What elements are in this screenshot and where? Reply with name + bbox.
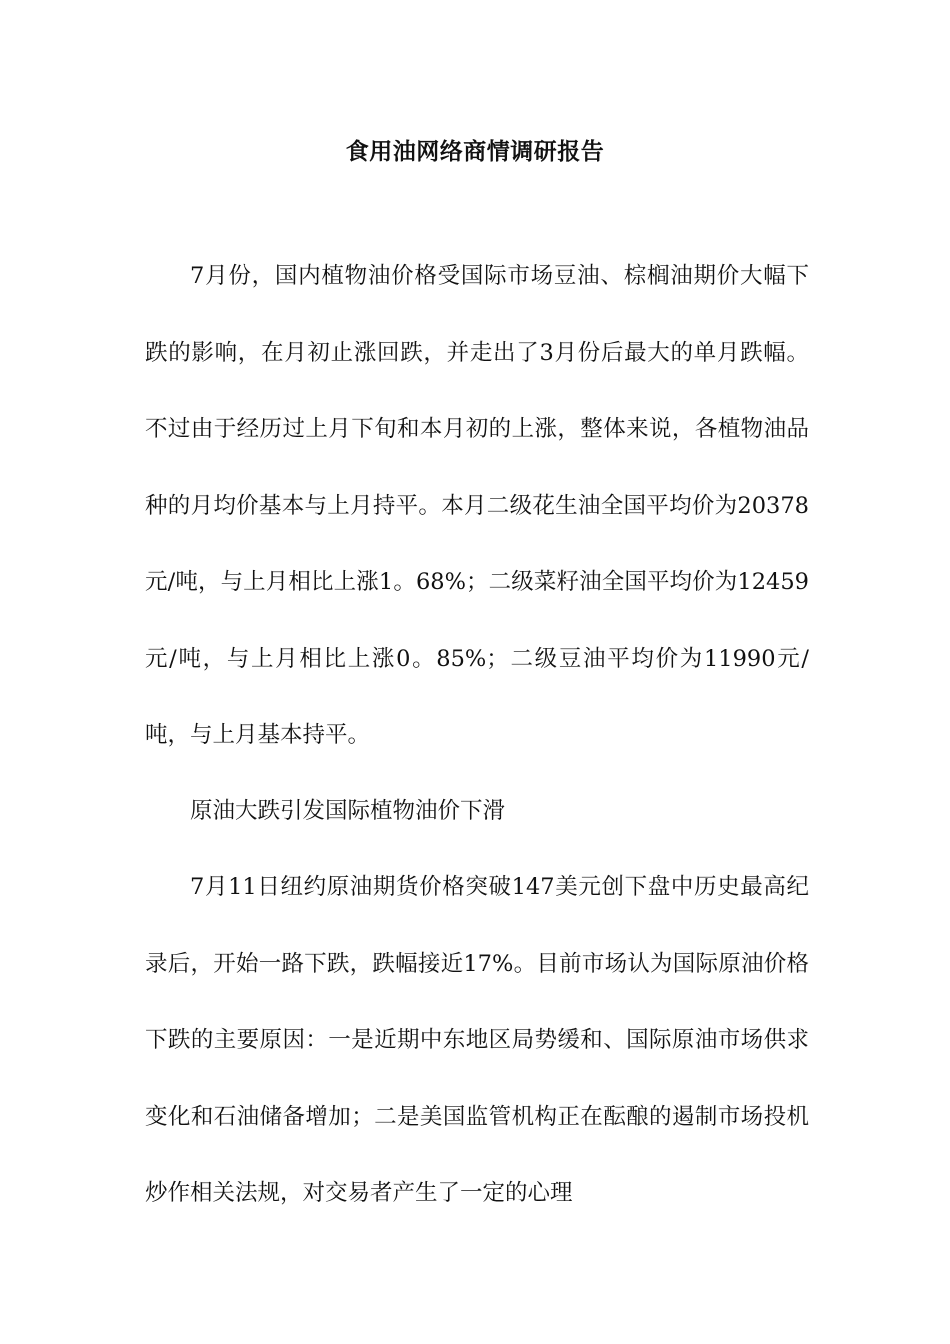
document-title: 食用油网络商情调研报告: [345, 139, 605, 165]
paragraph-text: 7月份，国内植物油价格受国际市场豆油、棕榈油期价大幅下跌的影响，在月初止涨回跌，并走出了3月份后最大的单月跌幅。不过由于经历过上月下旬和本月初的上涨，整体来说，各植物油品种的月均价基本与上月持平。本月二级花生油全国平均价为20378元/吨，与上月相比上涨1。68%；二级菜籽油全国平均价为12459元/吨，与上月相比上涨0。85%；二级豆油平均价为11990元/吨，与上月基本持平。: [145, 263, 809, 748]
section-heading: [145, 773, 809, 850]
paragraph-2: [145, 849, 809, 1232]
paragraph-1: [145, 238, 809, 774]
section-heading-text: 原油大跌引发国际植物油价下滑: [190, 798, 506, 824]
paragraph-text: 7月11日纽约原油期货价格突破147美元创下盘中历史最高纪录后，开始一路下跌，跌幅接近17%。目前市场认为国际原油价格下跌的主要原因：一是近期中东地区局势缓和、国际原油市场供求变化和石油储备增加；二是美国监管机构正在酝酿的遏制市场投机炒作相关法规，对交易者产生了一定的心理: [145, 874, 809, 1206]
